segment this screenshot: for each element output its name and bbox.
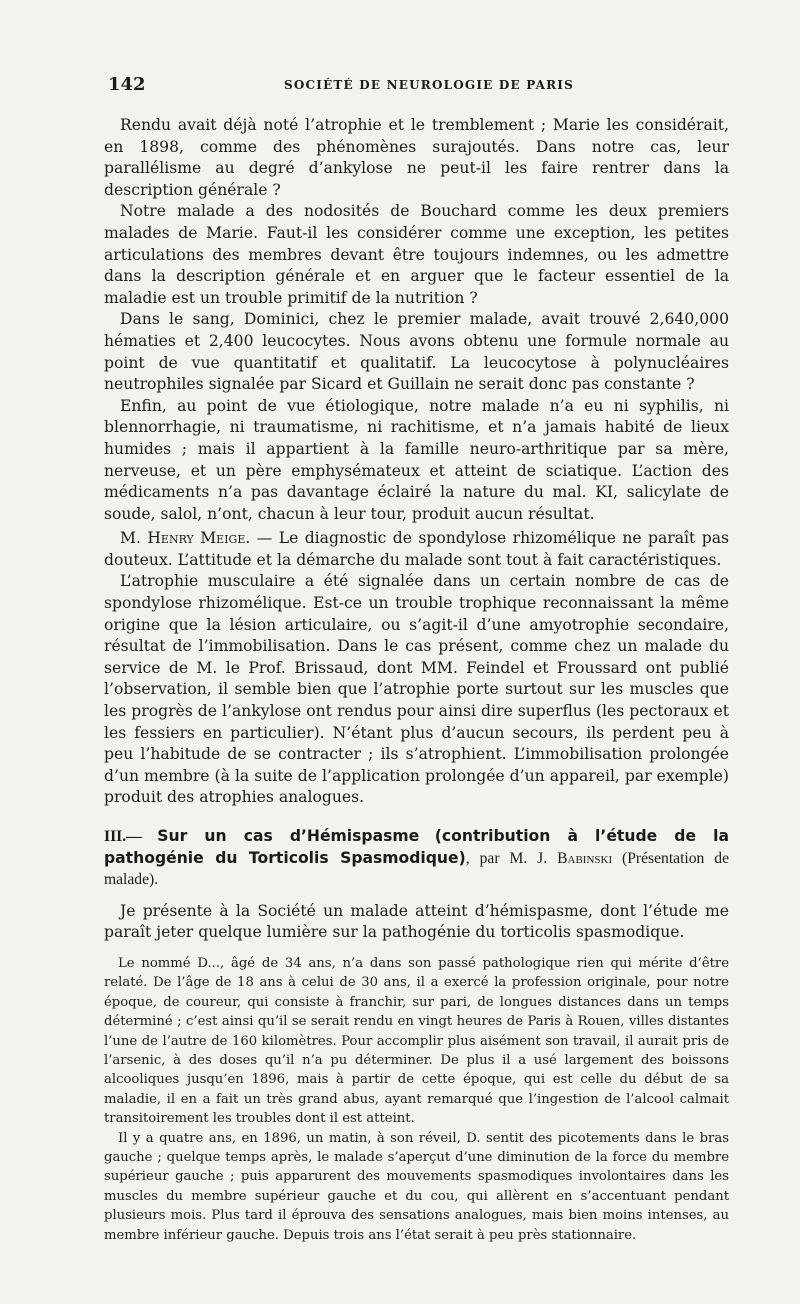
discussion-text: — Le diagnostic de spondylose rhizomélique ne paraît pas douteux. L’attitude et la démarche du malade sont tout à fait caractéristiques.: [104, 529, 729, 569]
section-title: Sur un cas d’Hémispasme: [157, 827, 420, 845]
case-report: [104, 954, 729, 1245]
running-head: SOCIÉTÉ DE NEUROLOGIE DE PARIS: [284, 78, 574, 92]
author-prefix: , par M. J.: [465, 849, 558, 867]
page-number: 142: [108, 74, 146, 95]
spacer: [104, 944, 729, 954]
section-heading: [104, 826, 729, 891]
case-paragraph: Le nommé D..., âgé de 34 ans, n’a dans son passé pathologique rien qui mérite d’être relaté. De l’âge de 18 ans à celui de 30 ans, il a exercé la profession originale, pour notre époque, de coureur, qui consiste à franchir, sur pari, de longues distances dans un temps déterminé ; c’est ainsi qu’il se serait rendu en vingt heures de Paris à Rouen, villes distantes l’une de l’autre de 160 kilomètres. Pour accomplir plus aisément son travail, il aurait pris de l’arsenic, à des doses qu’il n’a pu déterminer. De plus il a usé largement des boissons alcooliques jusqu’en 1896, mais à partir de cette époque, qui est celle du début de sa maladie, il en a fait un très grand abus, ayant remarqué que l’ingestion de l’alcool calmait transitoirement les troubles dont il est atteint.: [104, 955, 729, 1127]
author-name: Babinski: [557, 849, 613, 867]
body-text: [104, 115, 729, 1245]
spacer: [104, 891, 729, 901]
case-paragraph: Il y a quatre ans, en 1896, un matin, à son réveil, D. sentit des picotements dans le bras gauche ; quelque temps après, le malade s’aperçut d’une diminution de la force du membre supérieur gauche ; puis apparurent des mouvements spasmodiques involontaires dans les muscles du membre supérieur gauche et du cou, qui allèrent en s’accentuant pendant plusieurs mois. Plus tard il éprouva des sensations analogues, mais bien moins intenses, au membre inférieur gauche. Depuis trois ans l’état serait à peu près stationnaire.: [104, 1130, 729, 1243]
discussion-paragraph: [104, 528, 729, 571]
intro-paragraph: Je présente à la Société un malade atteint d’hémispasme, dont l’étude me paraît jeter quelque lumière sur la pathogénie du torticolis spasmodique.: [104, 901, 729, 942]
spacer: [104, 809, 729, 826]
paragraph: Rendu avait déjà noté l’atrophie et le tremblement ; Marie les considérait, en 1898, comme des phénomènes surajoutés. Dans notre cas, leur parallélisme au degré d’ankylose ne peut-il les faire rentrer dans la description générale ?: [104, 116, 729, 199]
paragraph: Notre malade a des nodosités de Bouchard comme les deux premiers malades de Marie. Faut-il les considérer comme une exception, les petites articulations des membres devant être toujours indemnes, ou les admettre dans la description générale et en arguer que le facteur essentiel de la maladie est un trouble primitif de la nutrition ?: [104, 202, 729, 307]
paragraph: Enfin, au point de vue étiologique, notre malade n’a eu ni syphilis, ni blennorrhagie, ni traumatisme, ni rachitisme, et n’a jamais habité de lieux humides ; mais il appartient à la famille neuro-arthritique par sa mère, nerveuse, et un père emphysémateux et atteint de sciatique. L’action des médicaments n’a pas davantage éclairé la nature du mal. KI, salicylate de soude, salol, n’ont, chacun à leur tour, produit aucun résultat.: [104, 396, 729, 523]
section-subtitle: (contribution à l’étude de la pathogénie du Torticolis Spasmodique): [104, 827, 729, 867]
speaker-name: M. Henry Meige.: [120, 529, 251, 548]
page-header: [106, 74, 730, 100]
paragraph: L’atrophie musculaire a été signalée dans un certain nombre de cas de spondylose rhizomélique. Est-ce un trouble trophique reconnaissant la même origine que la lésion articulaire, ou s’agit-il d’une amyotrophie secondaire, résultat de l’immobilisation. Dans le cas présent, comme chez un malade du service de M. le Prof. Brissaud, dont MM. Feindel et Froussard ont publié l’observation, il semble bien que l’atrophie porte surtout sur les muscles que les progrès de l’ankylose ont rendus pour ainsi dire superflus (les pectoraux et les fessiers en particulier). N’étant plus d’aucun secours, ils perdent peu à peu l’habitude de se contracter ; ils s’atrophient. L’immobilisation prolongée d’un membre (à la suite de l’application prolongée d’un appareil, par exemple) produit des atrophies analogues.: [104, 572, 729, 807]
paragraph: Dans le sang, Dominici, chez le premier malade, avait trouvé 2,640,000 hématies et 2,400 leucocytes. Nous avons obtenu une formule normale au point de vue quantitatif et qualitatif. La leucocytose à polynucléaires neutrophiles signalée par Sicard et Guillain ne serait donc pas constante ?: [104, 310, 729, 394]
section-number: III.—: [104, 828, 142, 845]
section-note: (Présentation de malade).: [104, 849, 730, 889]
